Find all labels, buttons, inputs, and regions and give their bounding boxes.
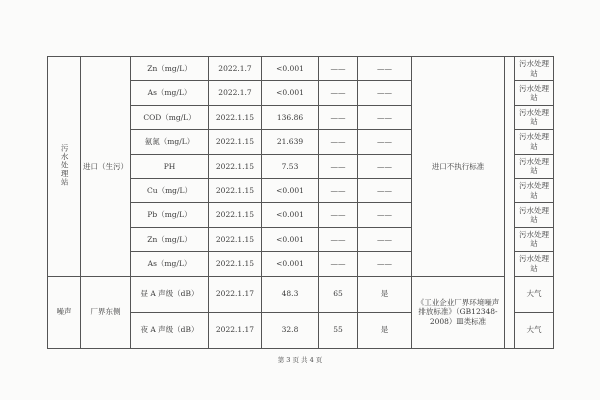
location-cell: 污水处理站 — [515, 154, 554, 178]
judge-cell: —— — [358, 203, 412, 227]
limit-cell: —— — [319, 154, 358, 178]
judge-cell: —— — [358, 227, 412, 251]
date-cell: 2022.1.15 — [209, 178, 262, 202]
limit-cell: —— — [319, 178, 358, 202]
item-cell: As（mg/L） — [131, 252, 209, 276]
date-cell: 2022.1.15 — [209, 252, 262, 276]
location-cell: 污水处理站 — [515, 203, 554, 227]
value-cell: 7.53 — [262, 154, 319, 178]
item-cell: 氨氮（mg/L） — [131, 130, 209, 154]
limit-cell: —— — [319, 203, 358, 227]
item-cell: 夜 A 声级（dB） — [131, 312, 209, 348]
standard-label-water: 进口不执行标准 — [431, 161, 485, 171]
table-row — [48, 57, 554, 81]
standard-cell-water — [412, 57, 505, 277]
location-cell: 污水处理站 — [515, 227, 554, 251]
item-cell: 昼 A 声级（dB） — [131, 276, 209, 312]
location-cell: 大气 — [515, 312, 554, 348]
location-cell: 污水处理站 — [515, 105, 554, 129]
limit-cell: —— — [319, 105, 358, 129]
judge-cell: 是 — [358, 312, 412, 348]
location-cell: 大气 — [515, 276, 554, 312]
judge-cell: —— — [358, 252, 412, 276]
item-cell: As（mg/L） — [131, 81, 209, 105]
limit-cell: —— — [319, 130, 358, 154]
date-cell: 2022.1.15 — [209, 154, 262, 178]
limit-cell: —— — [319, 57, 358, 81]
judge-cell: 是 — [358, 276, 412, 312]
limit-cell: —— — [319, 81, 358, 105]
item-cell: Zn（mg/L） — [131, 227, 209, 251]
value-cell: <0.001 — [262, 203, 319, 227]
limit-cell: 65 — [319, 276, 358, 312]
value-cell: <0.001 — [262, 227, 319, 251]
category-label-water: 污水处理站 — [60, 143, 70, 187]
sample-point-cell-water — [81, 57, 131, 277]
value-cell: <0.001 — [262, 252, 319, 276]
location-cell: 污水处理站 — [515, 178, 554, 202]
date-cell: 2022.1.15 — [209, 203, 262, 227]
location-cell: 污水处理站 — [515, 130, 554, 154]
date-cell: 2022.1.15 — [209, 130, 262, 154]
judge-cell: —— — [358, 130, 412, 154]
value-cell: 136.86 — [262, 105, 319, 129]
limit-cell: —— — [319, 252, 358, 276]
judge-cell: —— — [358, 57, 412, 81]
location-cell: 污水处理站 — [515, 81, 554, 105]
judge-cell: —— — [358, 178, 412, 202]
date-cell: 2022.1.7 — [209, 81, 262, 105]
item-cell: COD（mg/L） — [131, 105, 209, 129]
sample-point-cell-noise: 厂界东侧 — [81, 276, 131, 348]
date-cell: 2022.1.15 — [209, 105, 262, 129]
value-cell: <0.001 — [262, 81, 319, 105]
value-cell: 48.3 — [262, 276, 319, 312]
date-cell: 2022.1.7 — [209, 57, 262, 81]
judge-cell: —— — [358, 154, 412, 178]
sample-point-label-water: 进口（生污） — [83, 161, 128, 171]
limit-cell: —— — [319, 227, 358, 251]
category-cell-noise: 噪声 — [48, 276, 81, 348]
table-row — [48, 276, 554, 312]
page-footer — [0, 355, 600, 364]
date-cell: 2022.1.15 — [209, 227, 262, 251]
value-cell: <0.001 — [262, 57, 319, 81]
judge-cell: —— — [358, 81, 412, 105]
location-cell: 污水处理站 — [515, 252, 554, 276]
item-cell: Cu（mg/L） — [131, 178, 209, 202]
page-number-text: 第 3 页 共 4 页 — [277, 356, 323, 364]
value-cell: <0.001 — [262, 178, 319, 202]
value-cell: 32.8 — [262, 312, 319, 348]
item-cell: Zn（mg/L） — [131, 57, 209, 81]
standard-cell-noise: 《工业企业厂界环境噪声排放标准》（GB12348-2008）Ⅲ类标准 — [412, 276, 505, 348]
item-cell: Pb（mg/L） — [131, 203, 209, 227]
date-cell: 2022.1.17 — [209, 276, 262, 312]
judge-cell: —— — [358, 105, 412, 129]
monitoring-results-table — [47, 56, 554, 349]
item-cell: PH — [131, 154, 209, 178]
category-cell-water — [48, 57, 81, 277]
limit-cell: 55 — [319, 312, 358, 348]
blank-column — [505, 57, 515, 349]
location-cell: 污水处理站 — [515, 57, 554, 81]
value-cell: 21.639 — [262, 130, 319, 154]
date-cell: 2022.1.17 — [209, 312, 262, 348]
